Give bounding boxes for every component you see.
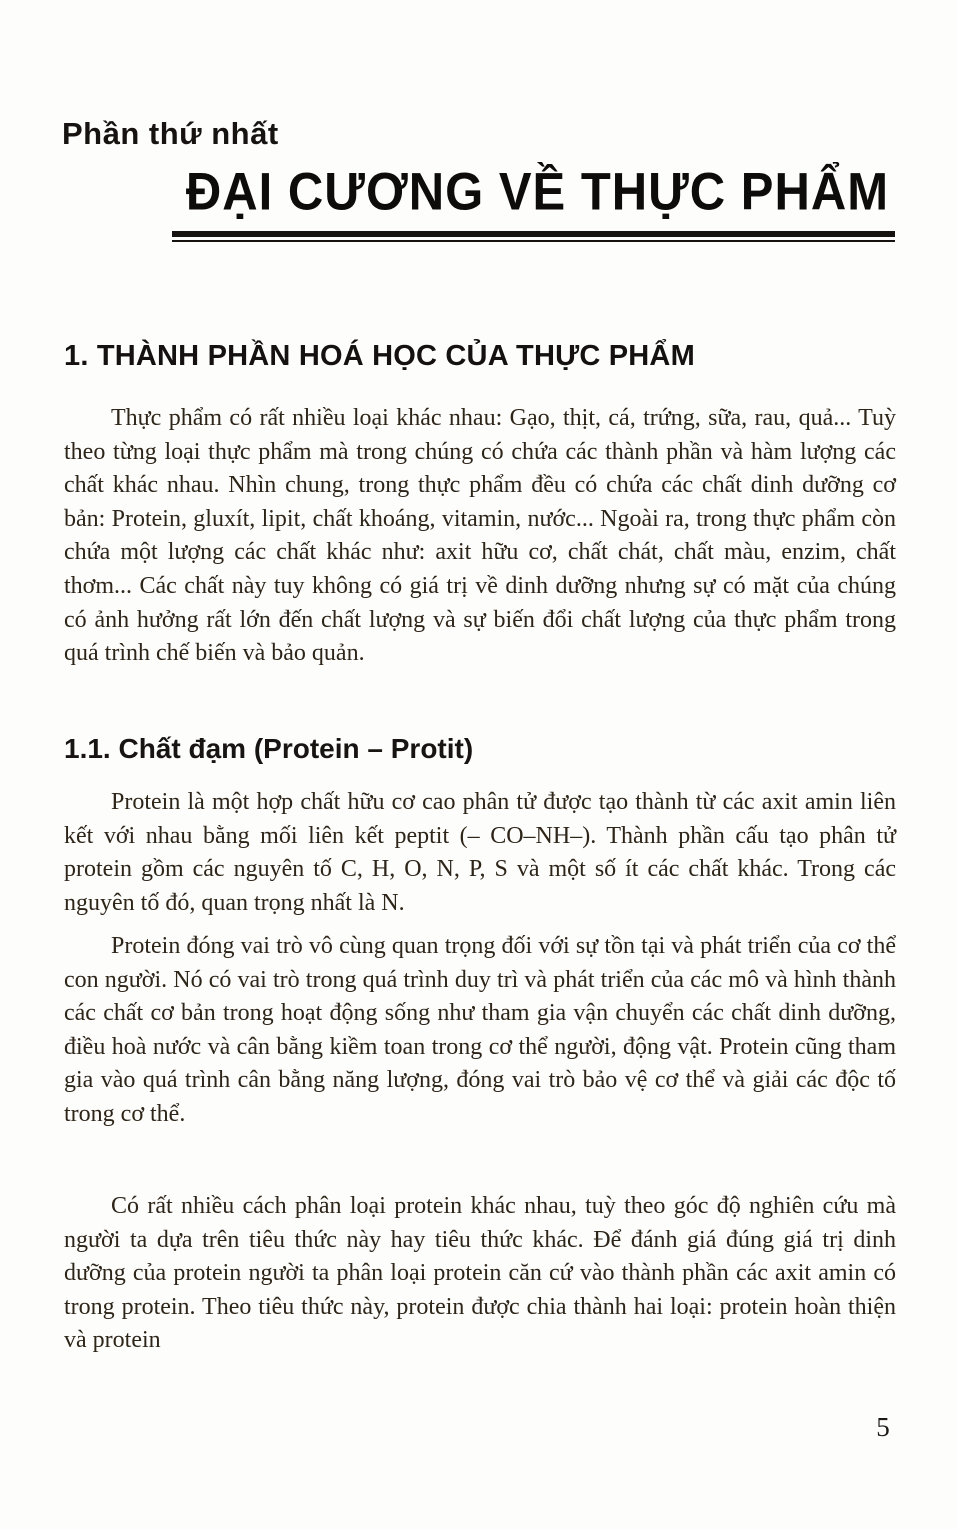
part-label: Phần thứ nhất — [62, 116, 279, 151]
paragraph-protein-classification: Có rất nhiều cách phân loại protein khác nhau, tuỳ theo góc độ nghiên cứu mà người ta dựa trên tiêu thức này hay tiêu thức khác. Để đánh giá đúng giá trị dinh dưỡng của protein người ta phân loại protein căn cứ vào thành phần các axit amin có trong protein. Theo tiêu thức này, protein được chia thành hai loại: protein hoàn thiện và protein — [64, 1193, 896, 1354]
part-title: ĐẠI CƯƠNG VỀ THỰC PHẨM — [185, 163, 890, 222]
section-heading: 1. THÀNH PHẦN HOÁ HỌC CỦA THỰC PHẨM — [64, 340, 695, 372]
paragraph-intro: Thực phẩm có rất nhiều loại khác nhau: Gạo, thịt, cá, trứng, sữa, rau, quả... Tuỳ theo từng loại thực phẩm mà trong chúng có chứa các thành phần và hàm lượng các chất khác nhau. Nhìn chung, trong thực phẩm đều có chứa các chất dinh dưỡng cơ bản: Protein, gluxít, lipit, chất khoáng, vitamin, nước... Ngoài ra, trong thực phẩm còn chứa một lượng các chất khác như: axit hữu cơ, chất chát, chất màu, enzim, chất thơm... Các chất này tuy không có giá trị về dinh dưỡng nhưng sự có mặt của chúng có ảnh hưởng rất lớn đến chất lượng và sự biến đổi chất lượng của thực phẩm trong quá trình chế biến và bảo quản. — [64, 405, 896, 667]
subsection-heading: 1.1. Chất đạm (Protein – Protit) — [64, 733, 474, 764]
paragraph-protein-role: Protein đóng vai trò vô cùng quan trọng đối với sự tồn tại và phát triển của cơ thể con người. Nó có vai trò trong quá trình duy trì và phát triển của các mô và hình thành các chất cơ bản trong hoạt động sống như tham gia vận chuyển các chất dinh dưỡng, điều hoà nước và cân bằng kiềm toan trong cơ thể người, động vật. Protein cũng tham gia vào quá trình cân bằng năng lượng, đóng vai trò bảo vệ cơ thể và giải các độc tố trong cơ thể. — [64, 933, 896, 1127]
paragraph-protein-definition: Protein là một hợp chất hữu cơ cao phân tử được tạo thành từ các axit amin liên kết với nhau bằng mối liên kết peptit (– CO–NH–). Thành phần cấu tạo phân tử protein gồm các nguyên tố C, H, O, N, P, S và một số ít các chất khác. Trong các nguyên tố đó, quan trọng nhất là N. — [64, 789, 896, 916]
title-underline-rule — [172, 231, 895, 242]
page-number: 5 — [876, 1412, 890, 1442]
